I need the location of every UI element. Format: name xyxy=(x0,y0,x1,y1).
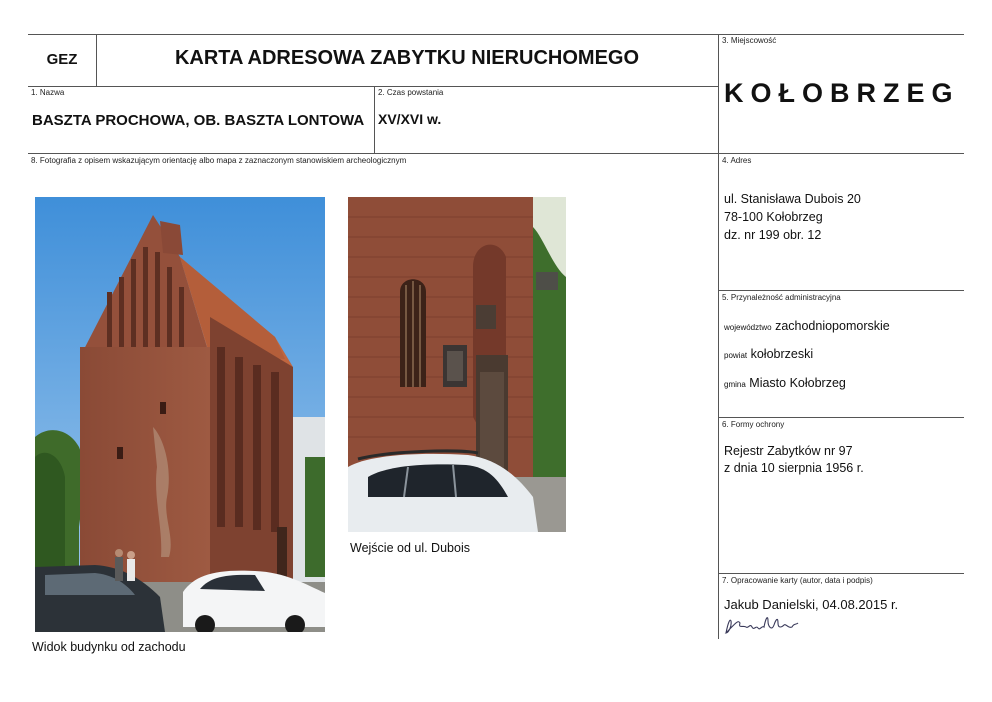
gmina-label: gmina xyxy=(724,380,746,389)
ochrona-bottom-line xyxy=(718,573,964,574)
wojewodztwo-label: województwo xyxy=(724,323,772,332)
ochrona-line: z dnia 10 sierpnia 1956 r. xyxy=(724,461,864,475)
wojewodztwo-value: zachodniopomorskie xyxy=(775,319,890,333)
przynaleznosc-label: 5. Przynależność administracyjna xyxy=(722,293,841,302)
card-title: KARTA ADRESOWA ZABYTKU NIERUCHOMEGO xyxy=(174,47,640,69)
ochrona-line: Rejestr Zabytków nr 97 xyxy=(724,444,853,458)
header-bottom-line xyxy=(28,86,718,87)
powiat-value: kołobrzeski xyxy=(750,347,814,361)
powiat-label: powiat xyxy=(724,351,748,360)
entrance-photo xyxy=(348,197,566,532)
miejscowosc-value: KOŁOBRZEG xyxy=(724,78,960,108)
nazwa-value: BASZTA PROCHOWA, OB. BASZTA LONTOWA xyxy=(32,112,365,129)
gmina-row xyxy=(724,376,846,390)
row1-bottom-line xyxy=(28,153,964,154)
powiat-row xyxy=(724,347,813,361)
tower-photo xyxy=(35,197,325,632)
adres-line: dz. nr 199 obr. 12 xyxy=(724,228,822,242)
adres-label: 4. Adres xyxy=(722,156,752,165)
wojewodztwo-row xyxy=(724,319,890,333)
adres-lines xyxy=(724,190,861,244)
top-border xyxy=(28,34,964,35)
photo2-caption: Wejście od ul. Dubois xyxy=(350,541,470,555)
nazwa-label: 1. Nazwa xyxy=(31,88,65,97)
adres-line: 78-100 Kołobrzeg xyxy=(724,210,823,224)
miejscowosc-label: 3. Miejscowość xyxy=(722,36,777,45)
card-code: GEZ xyxy=(46,51,78,68)
adres-line: ul. Stanisława Dubois 20 xyxy=(724,192,861,206)
right-column-divider xyxy=(718,34,719,639)
gmina-value: Miasto Kołobrzeg xyxy=(749,376,846,390)
ochrona-lines xyxy=(724,443,864,477)
photo1-caption: Widok budynku od zachodu xyxy=(32,640,186,654)
opracowanie-value: Jakub Danielski, 04.08.2015 r. xyxy=(724,597,899,612)
nazwa-czas-divider xyxy=(374,86,375,153)
czas-label: 2. Czas powstania xyxy=(378,88,444,97)
opracowanie-label: 7. Opracowanie karty (autor, data i podpis) xyxy=(722,576,873,585)
adres-bottom-line xyxy=(718,290,964,291)
fotografia-label: 8. Fotografia z opisem wskazującym orientację albo mapa z zaznaczonym stanowiskiem archeologicznym xyxy=(31,156,407,165)
czas-value: XV/XVI w. xyxy=(378,111,442,127)
ochrona-label: 6. Formy ochrony xyxy=(722,420,785,429)
signature xyxy=(722,613,802,639)
przynaleznosc-bottom-line xyxy=(718,417,964,418)
